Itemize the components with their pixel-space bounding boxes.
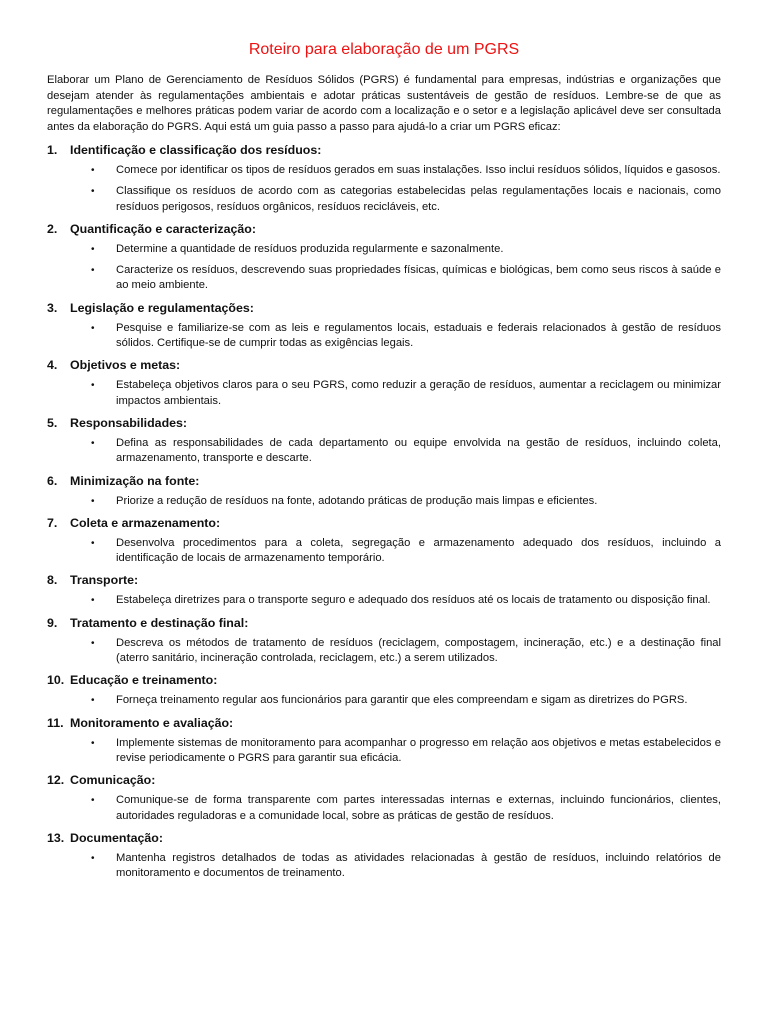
section-title: Tratamento e destinação final: [70, 615, 249, 630]
section-title: Documentação: [70, 830, 163, 845]
section-heading [47, 221, 721, 237]
bullet-text: Mantenha registros detalhados de todas as atividades relacionadas à gestão de resíduos, incluindo relatórios de monitoramento e documentos de treinamento. [116, 851, 721, 880]
bullet-item [47, 494, 721, 509]
bullet-item [47, 793, 721, 824]
section-heading [47, 473, 721, 489]
section-title: Monitoramento e avaliação: [70, 715, 234, 730]
bullet-item [47, 636, 721, 667]
section-number: 3. [47, 300, 58, 315]
bullet-text: Pesquise e familiarize-se com as leis e regulamentos locais, estaduais e federais relacionados à gestão de resíduos sólidos. Certifique-se de cumprir todas as exigências legais. [116, 321, 721, 350]
bullet-text: Determine a quantidade de resíduos produzida regularmente e sazonalmente. [116, 242, 504, 255]
section-item [47, 772, 721, 824]
section-heading [47, 830, 721, 846]
bullet-list [47, 242, 721, 294]
bullet-dot-icon: • [91, 380, 95, 392]
bullet-list [47, 793, 721, 824]
section-number: 13. [47, 830, 65, 845]
section-heading [47, 672, 721, 688]
section-item [47, 830, 721, 882]
section-heading [47, 572, 721, 588]
section-heading [47, 772, 721, 788]
section-number: 4. [47, 358, 58, 373]
section-number: 1. [47, 143, 58, 157]
bullet-list [47, 378, 721, 409]
bullet-text: Caracterize os resíduos, descrevendo suas propriedades físicas, químicas e biológicas, bem como seus riscos à saúde e ao meio ambiente. [116, 264, 721, 292]
bullet-text: Desenvolva procedimentos para a coleta, segregação e armazenamento adequado dos resíduos, incluindo a identificação de locais de armazenamento temporário. [116, 536, 721, 565]
bullet-item [47, 321, 721, 352]
bullet-dot-icon: • [91, 537, 95, 549]
bullet-item [47, 436, 721, 467]
bullet-text: Forneça treinamento regular aos funcionários para garantir que eles compreendam e sigam as diretrizes do PGRS. [116, 694, 688, 707]
section-item [47, 715, 721, 767]
bullet-text: Defina as responsabilidades de cada departamento ou equipe envolvida na gestão de resíduos, incluindo coleta, armazenamento, transporte e descarte. [116, 436, 721, 465]
bullet-item [47, 163, 721, 178]
bullet-text: Descreva os métodos de tratamento de resíduos (reciclagem, compostagem, incineração, etc.) e a destinação final (aterro sanitário, incineração controlada, reciclagem, etc.) a serem utilizados. [116, 636, 721, 665]
bullet-list [47, 593, 721, 608]
bullet-dot-icon: • [91, 695, 95, 707]
section-title: Educação e treinamento: [70, 673, 218, 688]
bullet-text: Classifique os resíduos de acordo com as categorias estabelecidas pelas regulamentações locais e nacionais, como resíduos perigosos, resíduos orgânicos, resíduos recicláveis, etc. [116, 185, 721, 213]
bullet-dot-icon: • [91, 595, 95, 607]
section-heading [47, 357, 721, 373]
bullet-list [47, 536, 721, 567]
section-number: 5. [47, 415, 58, 430]
section-title: Comunicação: [70, 773, 156, 788]
bullet-item [47, 263, 721, 294]
section-item [47, 473, 721, 509]
section-number: 8. [47, 573, 58, 588]
bullet-text: Comece por identificar os tipos de resíduos gerados em suas instalações. Isso inclui resíduos sólidos, líquidos e gasosos. [116, 164, 721, 176]
section-title: Identificação e classificação dos resíduos: [70, 143, 322, 157]
section-number: 6. [47, 473, 58, 488]
bullet-item [47, 184, 721, 215]
section-list [47, 142, 721, 881]
bullet-list [47, 494, 721, 509]
bullet-list [47, 436, 721, 467]
bullet-dot-icon: • [91, 495, 95, 507]
bullet-item [47, 378, 721, 409]
bullet-list [47, 636, 721, 667]
section-title: Coleta e armazenamento: [70, 515, 221, 530]
section-number: 2. [47, 221, 58, 236]
section-title: Transporte: [70, 573, 139, 588]
bullet-dot-icon: • [91, 637, 95, 649]
section-item [47, 142, 721, 215]
section-item [47, 672, 721, 708]
bullet-list [47, 163, 721, 215]
bullet-item [47, 536, 721, 567]
section-heading [47, 142, 721, 158]
document-title: Roteiro para elaboração de um PGRS [248, 41, 520, 58]
section-item [47, 357, 721, 409]
bullet-dot-icon: • [91, 795, 95, 807]
bullet-list [47, 851, 721, 882]
section-heading [47, 715, 721, 731]
intro-paragraph: Elaborar um Plano de Gerenciamento de Resíduos Sólidos (PGRS) é fundamental para empresas, indústrias e organizações que desejam atender às regulamentações ambientais e adotar práticas sustentáveis de gestão de resíduos. Lembre-se de que as regulamentações e melhores práticas podem variar de acordo com a localização e o setor e a legislação aplicável deve ser consultada antes da elaboração do PGRS. Aqui está um guia passo a passo para ajudá-lo a criar um PGRS eficaz: [47, 74, 721, 133]
section-heading [47, 615, 721, 631]
bullet-text: Implemente sistemas de monitoramento para acompanhar o progresso em relação aos objetivos e metas estabelecidos e revise periodicamente o PGRS para garantir sua eficácia. [116, 736, 721, 764]
bullet-item [47, 242, 721, 257]
section-item [47, 221, 721, 294]
section-number: 7. [47, 515, 58, 530]
bullet-dot-icon: • [91, 852, 95, 864]
section-item [47, 515, 721, 567]
bullet-dot-icon: • [91, 265, 95, 277]
bullet-item [47, 593, 721, 608]
section-title: Objetivos e metas: [70, 358, 181, 373]
section-title: Legislação e regulamentações: [70, 300, 254, 315]
section-title: Responsabilidades: [70, 415, 188, 430]
bullet-item [47, 693, 721, 708]
bullet-dot-icon: • [91, 186, 95, 198]
bullet-text: Estabeleça objetivos claros para o seu PGRS, como reduzir a geração de resíduos, aumentar a reciclagem ou minimizar impactos ambientais. [116, 379, 721, 407]
bullet-list [47, 693, 721, 708]
section-number: 11. [47, 715, 64, 730]
section-number: 9. [47, 615, 58, 630]
section-item [47, 572, 721, 608]
section-number: 10. [47, 673, 65, 688]
bullet-item [47, 851, 721, 882]
section-heading [47, 515, 721, 531]
section-heading [47, 300, 721, 316]
section-heading [47, 415, 721, 431]
bullet-dot-icon: • [91, 437, 95, 449]
bullet-text: Comunique-se de forma transparente com partes interessadas internas e externas, incluindo funcionários, clientes, autoridades reguladoras e a comunidade local, sobre as práticas de gestão de resíduos. [116, 794, 721, 822]
section-item [47, 615, 721, 667]
bullet-item [47, 736, 721, 767]
bullet-list [47, 736, 721, 767]
bullet-dot-icon: • [91, 737, 95, 749]
section-title: Quantificação e caracterização: [70, 221, 256, 236]
section-number: 12. [47, 773, 65, 788]
bullet-list [47, 321, 721, 352]
bullet-dot-icon: • [91, 243, 95, 255]
bullet-dot-icon: • [91, 165, 95, 176]
section-item [47, 415, 721, 467]
section-item [47, 300, 721, 352]
bullet-text: Estabeleça diretrizes para o transporte seguro e adequado dos resíduos até os locais de tratamento ou disposição final. [116, 594, 711, 607]
bullet-dot-icon: • [91, 322, 95, 334]
bullet-text: Priorize a redução de resíduos na fonte, adotando práticas de produção mais limpas e eficientes. [116, 494, 598, 507]
section-title: Minimização na fonte: [70, 473, 200, 488]
